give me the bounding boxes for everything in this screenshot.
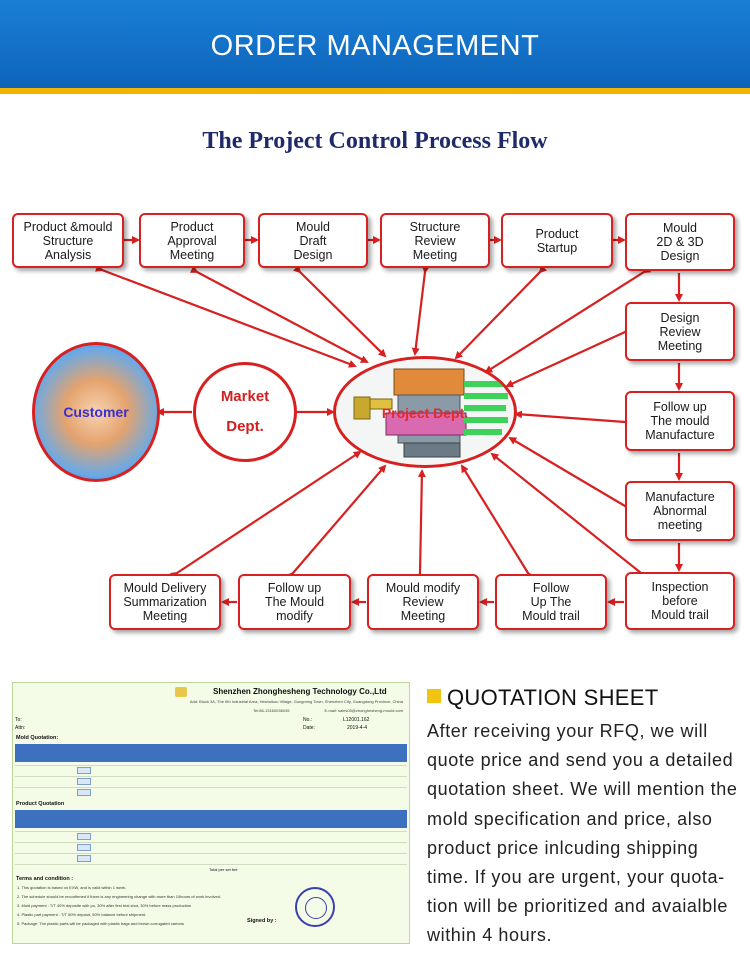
node-product-startup: Product Startup — [501, 213, 613, 268]
sheet-company-name: Shenzhen Zhonghesheng Technology Co.,Ltd — [213, 687, 387, 696]
arrow-project-modify — [293, 466, 385, 573]
part-thumbnail — [77, 833, 91, 840]
sheet-row-line — [15, 864, 407, 865]
sheet-mold-section: Mold Quotation: — [16, 735, 59, 741]
arrow-project-modify-review — [420, 471, 422, 573]
sheet-no-label: No.: — [303, 717, 313, 723]
sheet-tel: Tel:86-13160036035 — [253, 708, 290, 713]
customer-label: Customer — [63, 404, 129, 420]
arrow-project-delivery — [177, 452, 360, 573]
sheet-attn-label: Attn: — [15, 725, 26, 731]
page-title: ORDER MANAGEMENT — [210, 30, 540, 62]
sheet-no-value: L12001.162 — [343, 717, 370, 723]
sheet-row-line — [15, 765, 407, 766]
sheet-total-label: Total per set fee — [209, 867, 238, 872]
sheet-row-line — [15, 842, 407, 843]
sheet-terms-title: Terms and condition : — [16, 876, 74, 882]
sheet-row-line — [15, 853, 407, 854]
part-thumbnail — [77, 767, 91, 774]
sheet-row-line — [15, 776, 407, 777]
sheet-term-line: 4. Plastic part payment : T/T 50% deposit, 50% balance before shipment. — [17, 912, 147, 917]
arrow-project-draft — [300, 272, 385, 356]
sheet-term-line: 5. Package: The plastic parts will be packaged with plastic bags and brown corrugated cartons — [17, 921, 184, 926]
flow-title: The Project Control Process Flow — [202, 128, 548, 154]
part-thumbnail — [77, 855, 91, 862]
arrow-project-review — [507, 332, 625, 386]
arrow-project-analysis — [102, 270, 355, 366]
node-market-dept: Market Dept. — [193, 362, 297, 462]
node-inspection: Inspection before Mould trail — [625, 572, 735, 630]
sheet-term-line: 1. This quotation is based on EXW, and is valid within 1 week. — [17, 885, 127, 890]
node-follow-up-modify: Follow up The Mould modify — [238, 574, 351, 630]
process-flow-diagram — [0, 190, 750, 650]
company-stamp-icon — [295, 887, 335, 927]
sheet-date-label: Date: — [303, 725, 315, 731]
node-project-dept — [333, 356, 517, 468]
arrow-project-follow — [516, 414, 625, 422]
sheet-signed-label: Signed by : — [247, 918, 277, 924]
sheet-row-line — [15, 831, 407, 832]
sheet-term-line: 3. Mold payment : T/T 40% deposite with po, 30% after first trial shot, 30% before mass production — [17, 903, 192, 908]
node-mould-2d3d-design: Mould 2D & 3D Design — [625, 213, 735, 271]
arrow-project-abnormal — [510, 438, 625, 506]
part-thumbnail — [77, 778, 91, 785]
node-product-mould-analysis: Product &mould Structure Analysis — [12, 213, 124, 268]
arrow-project-2d3d — [486, 272, 644, 372]
quotation-description: After receiving your RFQ, we will quote price and send you a detailed quotation sheet. We will mention the mold specification and price, also product price inlcuding shipping time. If you are urgent, your quota-tion will be prioritized and avaialble within 4 hours. — [427, 721, 738, 946]
sheet-product-section: Product Quotation — [16, 801, 65, 807]
node-mould-draft: Mould Draft Design — [258, 213, 368, 268]
node-follow-up-trail: Follow Up The Mould trail — [495, 574, 607, 630]
header-accent-strip — [0, 88, 750, 94]
project-dept-label: Project Dept. — [381, 405, 469, 421]
sheet-to-label: To: — [15, 717, 22, 723]
node-manufacture-abnormal: Manufacture Abnormal meeting — [625, 481, 735, 541]
quotation-sheet-image — [12, 682, 410, 944]
sheet-mold-header — [15, 744, 407, 762]
arrow-project-approval — [197, 272, 367, 362]
sheet-term-line: 2. The schedule should be reconfirmed if there is any engineering change with more than 10hours of work involved. — [17, 894, 222, 899]
node-mould-delivery: Mould Delivery Summarization Meeting — [109, 574, 221, 630]
sheet-email: E-mail: sales05@zhonghesheng-mould.com — [324, 708, 403, 713]
part-thumbnail — [77, 844, 91, 851]
company-logo-icon — [175, 687, 187, 697]
sheet-row-line — [15, 787, 407, 788]
sheet-address: Add: Block 3A, The 6th Industrial Area, Heshuikou Village, Gongming Town, Shenzhen City, Guangdong Province, China — [189, 699, 403, 704]
sheet-date-value: 2019-4-4 — [347, 725, 368, 731]
node-product-approval: Product Approval Meeting — [139, 213, 245, 268]
sheet-product-header — [15, 810, 407, 828]
quotation-heading: QUOTATION SHEET — [447, 685, 659, 710]
node-mould-modify-review: Mould modify Review Meeting — [367, 574, 479, 630]
node-follow-up-manufacture: Follow up The mould Manufacture — [625, 391, 735, 451]
customer-photo-ellipse — [32, 342, 160, 482]
arrow-project-structure — [415, 272, 425, 354]
arrow-project-trail — [462, 466, 528, 573]
section-marker-icon — [427, 689, 441, 703]
node-structure-review: Structure Review Meeting — [380, 213, 490, 268]
node-design-review: Design Review Meeting — [625, 302, 735, 361]
part-thumbnail — [77, 789, 91, 796]
